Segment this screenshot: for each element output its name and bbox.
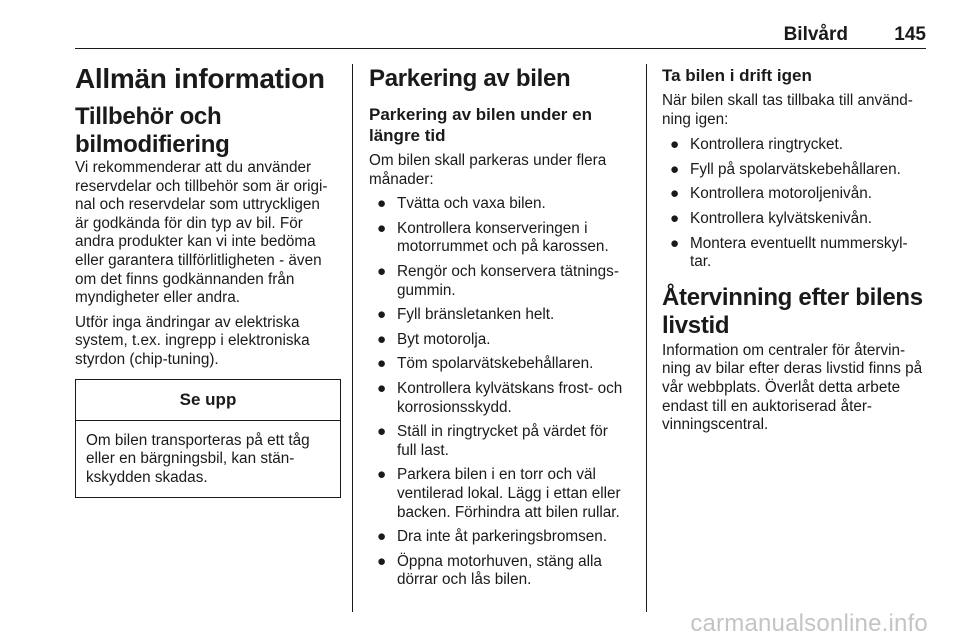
list-item: ● Öppna motorhuven, stäng alla dörrar och lås bilen. <box>377 552 602 589</box>
bullet-icon: ● <box>670 234 680 252</box>
bullet-icon: ● <box>377 528 387 546</box>
list-item: ● Tvätta och vaxa bilen. <box>377 195 546 213</box>
column-general-info <box>75 62 341 498</box>
bullet-icon: ● <box>377 379 387 397</box>
bullet-icon: ● <box>377 330 387 348</box>
bullet-icon: ● <box>377 466 387 484</box>
list-item: ● Montera eventuellt nummerskyl- tar. <box>670 234 908 271</box>
list-item: ● Fyll bränsletanken helt. <box>377 306 555 324</box>
paragraph-recycling: Information om centraler för återvin- ning av bilar efter deras livstid finns på vår webbplats. Överlåt detta arbete endast till en auktoriserad åter- vinningscentral. <box>662 341 923 434</box>
list-item: ● Dra inte åt parkeringsbromsen. <box>377 528 608 546</box>
paragraph-electrical: Utför inga ändringar av elektriska system, t.ex. ingrepp i elektroniska styrdon (chip-tuning). <box>75 313 310 368</box>
bullet-icon: ● <box>377 306 387 324</box>
column-parking <box>369 62 633 590</box>
list-item: ● Kontrollera kylvätskenivån. <box>670 209 872 227</box>
heading-recommission: Ta bilen i drift igen <box>662 66 812 85</box>
heading-accessories: Tillbehör och bilmodifiering <box>75 103 230 158</box>
list-item: ● Rengör och konservera tätnings- gummin. <box>377 262 619 299</box>
parking-list <box>369 195 633 590</box>
parking-intro: Om bilen skall parkeras under flera månader: <box>369 152 607 188</box>
column-recommission <box>662 62 926 435</box>
bullet-icon: ● <box>377 262 387 280</box>
recommission-list <box>662 136 926 272</box>
bullet-icon: ● <box>670 136 680 154</box>
list-item: ● Kontrollera kylvätskans frost- och korrosionsskydd. <box>377 379 623 416</box>
heading-general-info: Allmän information <box>75 63 325 94</box>
list-item: ● Töm spolarvätskebehållaren. <box>377 355 594 373</box>
list-item: ● Parkera bilen i en torr och väl ventilerad lokal. Lägg i ettan eller backen. Förhindra att bilen rullar. <box>377 466 621 521</box>
list-item: ● Kontrollera konserveringen i motorrummet och på karossen. <box>377 219 609 256</box>
page-header <box>75 14 926 49</box>
bullet-icon: ● <box>670 160 680 178</box>
list-item: ● Byt motorolja. <box>377 330 491 348</box>
bullet-icon: ● <box>377 195 387 213</box>
caution-text: Om bilen transporteras på ett tåg eller en bärgningsbil, kan stän- kskydden skadas. <box>86 431 310 486</box>
watermark: carmanualsonline.info <box>690 610 928 637</box>
heading-recycling: Återvinning efter bilens livstid <box>662 283 923 339</box>
heading-parking: Parkering av bilen <box>369 65 571 92</box>
bullet-icon: ● <box>377 219 387 237</box>
bullet-icon: ● <box>377 355 387 373</box>
list-item: ● Kontrollera motoroljenivån. <box>670 185 872 203</box>
section-title: Bilvård <box>783 24 848 45</box>
bullet-icon: ● <box>377 423 387 441</box>
bullet-icon: ● <box>377 552 387 570</box>
caution-box <box>75 379 341 499</box>
heading-long-term-parking: Parkering av bilen under en längre tid <box>369 105 592 145</box>
page-number: 145 <box>894 24 926 45</box>
bullet-icon: ● <box>670 185 680 203</box>
bullet-icon: ● <box>670 209 680 227</box>
paragraph-accessories: Vi rekommenderar att du använder reservdelar och tillbehör som är origi- nal och reservdelar som uttryckligen är godkända för din typ av bil. För andra produkter kan vi inte bedöma eller garantera tillförlitligheten - även om det finns godkännanden från myndigheter eller andra. <box>75 159 328 307</box>
caution-title: Se upp <box>76 380 340 421</box>
list-item: ● Fyll på spolarvätskebehållaren. <box>670 160 901 178</box>
column-divider-2 <box>646 64 647 612</box>
recommission-intro: När bilen skall tas tillbaka till använd- ning igen: <box>662 92 913 128</box>
list-item: ● Ställ in ringtrycket på värdet för full last. <box>377 423 608 459</box>
list-item: ● Kontrollera ringtrycket. <box>670 136 844 154</box>
column-divider-1 <box>352 64 353 612</box>
